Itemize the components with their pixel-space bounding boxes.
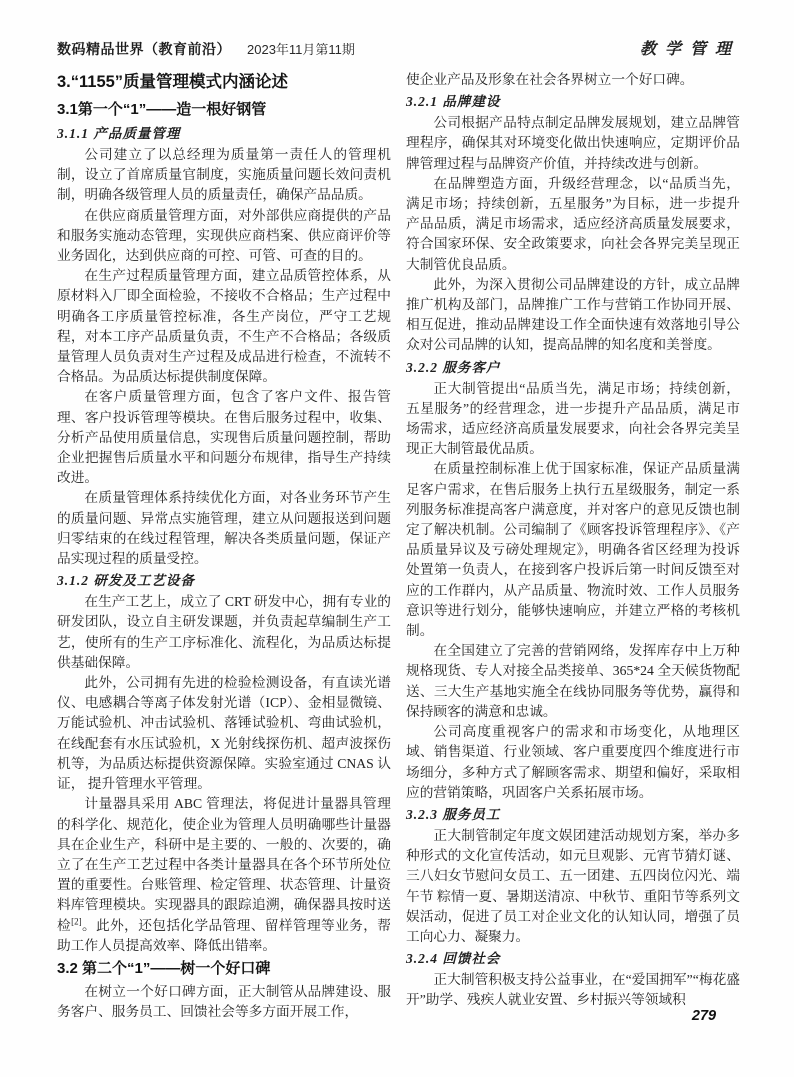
- paragraph: 在树立一个好口碑方面，正大制管从品牌建设、服务客户、服务员工、回馈社会等多方面开展工作，: [57, 983, 391, 1020]
- section-heading: 3.2.3 服务员工: [406, 806, 501, 822]
- paragraph: 使企业产品及形象在社会各界树立一个好口碑。: [406, 72, 694, 87]
- paragraph: 在供应商质量管理方面，对外部供应商提供的产品和服务实施动态管理，实现供应商档案、供应商评价等业务固化，达到供应商的可控、可管、可查的目的。: [57, 207, 391, 264]
- paragraph: 在生产过程质量管理方面，建立品质管控体系，从原材料入厂即全面检验，不接收不合格品；生产过程中明确各工序质量管控标准，各生产岗位，严守工艺规程，对本工序产品质量负责，不生产不合格品；各级质量管理人员负责对生产过程及成品进行检查，不流转不合格品。为品质达标提供制度保障。: [57, 268, 391, 385]
- header-left-group: [57, 39, 355, 59]
- paragraph: 此外，公司拥有先进的检验检测设备，有直读光谱仪、电感耦合等离子体发射光谱（ICP）、金相显微镜、万能试验机、冲击试验机、落锤试验机、弯曲试验机，在线配套有水压试验机，X 光射线探伤机、超声波探伤机等，为品质达标提供资源保障。实验室通过 CNAS 认证， 提升管理水平管理。: [57, 675, 391, 792]
- paragraph: 在客户质量管理方面，包含了客户文件、报告管理、客户投诉管理等模块。在售后服务过程中，收集、分析产品使用质量信息，实现售后质量问题控制，帮助企业把握售后质量水平和问题分布规律，指导生产持续改进。: [57, 389, 391, 486]
- article-body: [57, 70, 740, 1022]
- journal-title: 数码精品世界（教育前沿）: [57, 41, 231, 57]
- citation-marker: [2]: [71, 915, 82, 926]
- paragraph: 在全国建立了完善的营销网络，发挥库存中上万种规格现货、专人对接全品类接单、365*24 全天候货物配送、三大生产基地实施全在线协同服务等优势，赢得和保持顾客的满意和忠诚。: [406, 643, 740, 719]
- paragraph: 此外，为深入贯彻公司品牌建设的方针，成立品牌推广机构及部门，品牌推广工作与营销工作协同开展、相互促进，推动品牌建设工作全面快速有效落地引导公众对公司品牌的认知，提高品牌的知名度和美誉度。: [406, 276, 740, 353]
- column-title: 教学管理: [639, 41, 740, 58]
- article-column-right: [406, 70, 740, 1022]
- paragraph: 在生产工艺上，成立了 CRT 研发中心，拥有专业的研发团队，设立自主研发课题，并负责起草编制生产工艺，使所有的生产工序标准化、流程化，为品质达标提供基础保障。: [57, 594, 391, 670]
- paragraph: 在质量控制标准上优于国家标准，保证产品质量满足客户需求，在售后服务上执行五星级服务，制定一系列服务标准提高客户满意度，并对客户的意见反馈也制定了解决机制。公司编制了《顾客投诉管理程序》、《产品质量异议及亏磅处理规定》，明确各省区经理为投诉处置第一负责人，在接到客户投诉后第一时间反馈至对应的工作群内，从产品质量、物流时效、工作人员服务意识等进行划分，能够快速响应，并建立严格的考核机制。: [406, 461, 740, 639]
- paragraph: 公司根据产品特点制定品牌发展规划，建立品牌管理程序，确保其对环境变化做出快速响应，定期评价品牌管理过程与品牌资产价值，并持续改进与创新。: [406, 115, 740, 171]
- paragraph: 公司高度重视客户的需求和市场变化，从地理区域、销售渠道、行业领域、客户重要度四个维度进行市场细分，多种方式了解顾客需求、期望和偏好，采取相应的营销策略，巩固客户关系拓展市场。: [406, 724, 740, 800]
- section-heading: 3.2.4 回馈社会: [406, 951, 501, 967]
- paragraph: 正大制管提出“品质当先，满足市场；持续创新，五星服务”的经营理念，进一步提升产品品质，满足市场需求，适应经济高质量发展要求，向社会各界完美呈现正大制管最优品质。: [406, 380, 740, 457]
- paragraph: 正大制管积极支持公益事业，在“爱国拥军”“梅花盛开”助学、残疾人就业安置、乡村振兴等领域积: [406, 972, 740, 1008]
- section-heading: 3.1第一个“1”——造一根好钢管: [57, 101, 267, 118]
- section-heading: 3.2 第二个“1”——树一个好口碑: [57, 959, 271, 977]
- page-number: 279: [691, 1008, 717, 1024]
- paragraph: 公司建立了以总经理为质量第一责任人的管理机制，设立了首席质量官制度，实施质量问题长效问责机制，明确各级管理人员的质量责任，确保产品品质。: [57, 147, 391, 203]
- paragraph: 计量器具采用 ABC 管理法，将促进计量器具管理的科学化、规范化，使企业为管理人员明确哪些计量器具在企业生产，科研中是主要的、一般的、次要的，确立了在生产工艺过程中各类计量器具在各个环节所处位置的重要性。台账管理、检定管理、状态管理、计量资料库管理模块。实现器具的跟踪追溯，确保器具按时送检[2]。此外，还包括化学品管理、留样管理等业务，帮助工作人员提高效率、降低出错率。: [57, 796, 391, 953]
- issue-info: 2023年11月第11期: [247, 42, 355, 57]
- section-heading: 3.2.2 服务客户: [406, 359, 501, 375]
- paragraph: 在品牌塑造方面，升级经营理念，以“品质当先，满足市场；持续创新，五星服务”为目标，进一步提升产品品质，满足市场需求，适应经济高质量发展要求，符合国家环保、安全政策要求，向社会各界完美呈现正大制管优良品质。: [406, 175, 740, 272]
- section-heading: 3.1.2 研发及工艺设备: [57, 573, 195, 589]
- paragraph: 正大制管制定年度文娱团建活动规划方案，举办多种形式的文化宣传活动，如元旦观影、元宵节猜灯谜、三八妇女节慰问女员工、五一团建、五四岗位闪光、端午节 粽情一夏、暑期送清凉、中秋节、重阳节等系列文娱活动，促进了员工对企业文化的认知认同，增强了员工向心力、凝聚力。: [406, 827, 740, 944]
- article-column-left: [57, 70, 391, 1022]
- paragraph: 在质量管理体系持续优化方面，对各业务环节产生的质量问题、异常点实施管理，建立从问题报送到问题归零结束的在线过程管理，解决各类质量问题，保证产品实现过程的质量受控。: [57, 490, 391, 567]
- page-header: [57, 36, 740, 59]
- section-heading: 3.1.1 产品质量管理: [57, 126, 181, 141]
- section-heading: 3.2.1 品牌建设: [406, 94, 501, 110]
- section-heading: 3.“1155”质量管理模式内涵论述: [57, 73, 289, 91]
